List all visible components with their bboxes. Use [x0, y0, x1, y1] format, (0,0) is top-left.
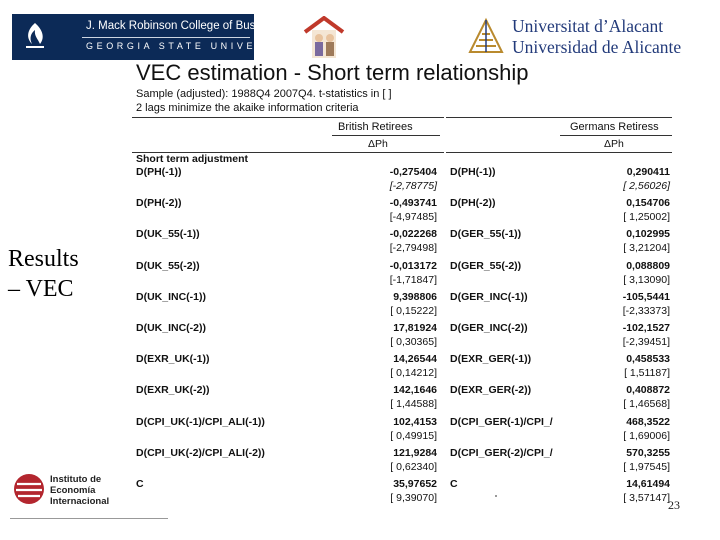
right-t-statistic: [ 1,51187] [624, 367, 670, 380]
right-t-statistic: [ 2,56026] [623, 180, 670, 192]
table-top-rule [132, 117, 444, 118]
lags-line: 2 lags minimize the akaike information criteria [136, 102, 359, 114]
left-coefficient: 102,4153 [393, 415, 437, 428]
right-t-statistic: [ 1,69006] [623, 429, 670, 442]
left-header: British Retirees [338, 121, 413, 133]
right-row-label: C [450, 478, 458, 490]
left-t-statistic: [ 0,49915] [390, 429, 437, 442]
left-t-statistic: [-2,79498] [389, 242, 437, 255]
side-label-line2: – VEC [8, 276, 74, 302]
left-coefficient: 17,81924 [393, 322, 437, 334]
iei-globe-icon [12, 472, 46, 506]
left-t-statistic: [ 0,15222] [390, 304, 437, 317]
right-t-statistic: [ 1,25002] [623, 211, 670, 224]
right-row-label: D(GER_55(-2)) [450, 259, 522, 272]
left-row-label: D(PH(-2)) [136, 197, 182, 210]
footer-dot [495, 495, 497, 497]
right-coefficient: 14,61494 [626, 478, 670, 490]
right-t-statistic: [ 1,97545] [623, 460, 670, 473]
right-coefficient: 0,408872 [626, 384, 670, 397]
gsu-logo [12, 14, 301, 60]
left-row-label: C [136, 478, 144, 490]
right-t-statistic: [ 3,21204] [623, 242, 670, 255]
left-row-label: D(UK_55(-1)) [136, 228, 200, 241]
iei-line2: Economía [50, 485, 96, 496]
right-header-rule [560, 135, 672, 136]
left-t-statistic: [ 9,39070] [390, 492, 437, 504]
right-coefficient: -102,1527 [622, 322, 670, 334]
left-t-statistic: [-4,97485] [389, 211, 437, 224]
ua-logo [462, 12, 712, 58]
left-coefficient: -0,022268 [389, 228, 437, 241]
iei-line1: Instituto de [50, 474, 102, 485]
left-row-label: D(CPI_UK(-1)/CPI_ALI(-1)) [136, 415, 265, 428]
left-row-label: D(UK_INC(-1)) [136, 290, 206, 303]
right-row-label: D(EXR_GER(-1)) [450, 353, 532, 366]
right-row-label: D(EXR_GER(-2)) [450, 384, 532, 397]
left-t-statistic: [ 0,30365] [390, 336, 437, 348]
section-label: Short term adjustment [136, 153, 249, 165]
iei-line3: Internacional [50, 496, 110, 507]
left-header-rule [332, 135, 440, 136]
flame-icon [18, 20, 52, 54]
footer-divider [10, 518, 168, 519]
table-top-rule-right [446, 117, 672, 118]
right-coefficient: 0,458533 [626, 353, 670, 366]
right-coefficient: 0,154706 [626, 197, 670, 210]
gsu-university-name: GEORGIA STATE UNIVERSITY [86, 41, 301, 51]
right-row-label: D(CPI_GER(-2)/CPI_/ [450, 446, 553, 459]
right-t-statistic: [-2,39451] [622, 336, 670, 348]
left-row-label: D(UK_55(-2)) [136, 259, 200, 272]
ua-emblem-icon [466, 16, 506, 56]
right-row-label: D(GER_55(-1)) [450, 228, 522, 241]
right-row-label: D(PH(-1)) [450, 166, 496, 178]
right-coefficient: -105,5441 [622, 290, 670, 303]
right-row-label: D(GER_INC(-1)) [450, 290, 528, 303]
right-coefficient: 0,102995 [626, 228, 670, 241]
left-row-label: D(UK_INC(-2)) [136, 322, 206, 334]
side-label [8, 244, 79, 304]
right-row-label: D(GER_INC(-2)) [450, 322, 528, 334]
ua-name-valencian: Universitat d’Alacant [512, 16, 664, 36]
left-t-statistic: [-1,71847] [389, 273, 437, 286]
side-label-line1: Results [8, 246, 79, 272]
left-coefficient: -0,013172 [389, 259, 437, 272]
left-t-statistic: [ 0,62340] [390, 460, 437, 473]
left-t-statistic: [ 0,14212] [390, 367, 437, 380]
right-header: Germans Retiress [570, 121, 659, 133]
left-row-label: D(EXR_UK(-1)) [136, 353, 210, 366]
right-row-label: D(CPI_GER(-1)/CPI_/ [450, 415, 553, 428]
ua-name-spanish: Universidad de Alicante [512, 37, 682, 57]
right-coefficient: 0,088809 [626, 259, 670, 272]
right-coefficient: 570,3255 [626, 446, 670, 459]
left-row-label: D(EXR_UK(-2)) [136, 384, 210, 397]
sample-line: Sample (adjusted): 1988Q4 2007Q4. t-statistics in [ ] [136, 88, 392, 100]
right-t-statistic: [ 1,46568] [623, 398, 670, 411]
right-t-statistic: [ 3,57147] [623, 492, 670, 504]
retirees-house-icon [303, 16, 345, 60]
gsu-college-name: J. Mack Robinson College of Business [86, 20, 283, 32]
left-coefficient: -0,493741 [389, 197, 437, 210]
iei-logo [10, 470, 170, 522]
left-coefficient: 9,398806 [393, 290, 437, 303]
right-subheader: ΔPh [604, 138, 624, 150]
left-t-statistic: [ 1,44588] [390, 398, 437, 411]
right-t-statistic: [ 3,13090] [623, 273, 670, 286]
left-t-statistic: [-2,78775] [389, 180, 437, 192]
page-number: 23 [668, 498, 680, 512]
left-coefficient: 121,9284 [393, 446, 437, 459]
right-t-statistic: [-2,33373] [622, 304, 670, 317]
left-row-label: D(CPI_UK(-2)/CPI_ALI(-2)) [136, 446, 265, 459]
right-coefficient: 468,3522 [626, 415, 670, 428]
table-sub-rule-right [446, 152, 672, 153]
left-coefficient: -0,275404 [389, 166, 437, 178]
left-coefficient: 14,26544 [393, 353, 437, 366]
slide-title: VEC estimation - Short term relationship [136, 60, 529, 85]
right-row-label: D(PH(-2)) [450, 197, 496, 210]
left-coefficient: 35,97652 [393, 478, 437, 490]
left-subheader: ΔPh [368, 138, 388, 150]
right-coefficient: 0,290411 [626, 166, 670, 178]
left-row-label: D(PH(-1)) [136, 166, 182, 178]
left-coefficient: 142,1646 [393, 384, 437, 397]
